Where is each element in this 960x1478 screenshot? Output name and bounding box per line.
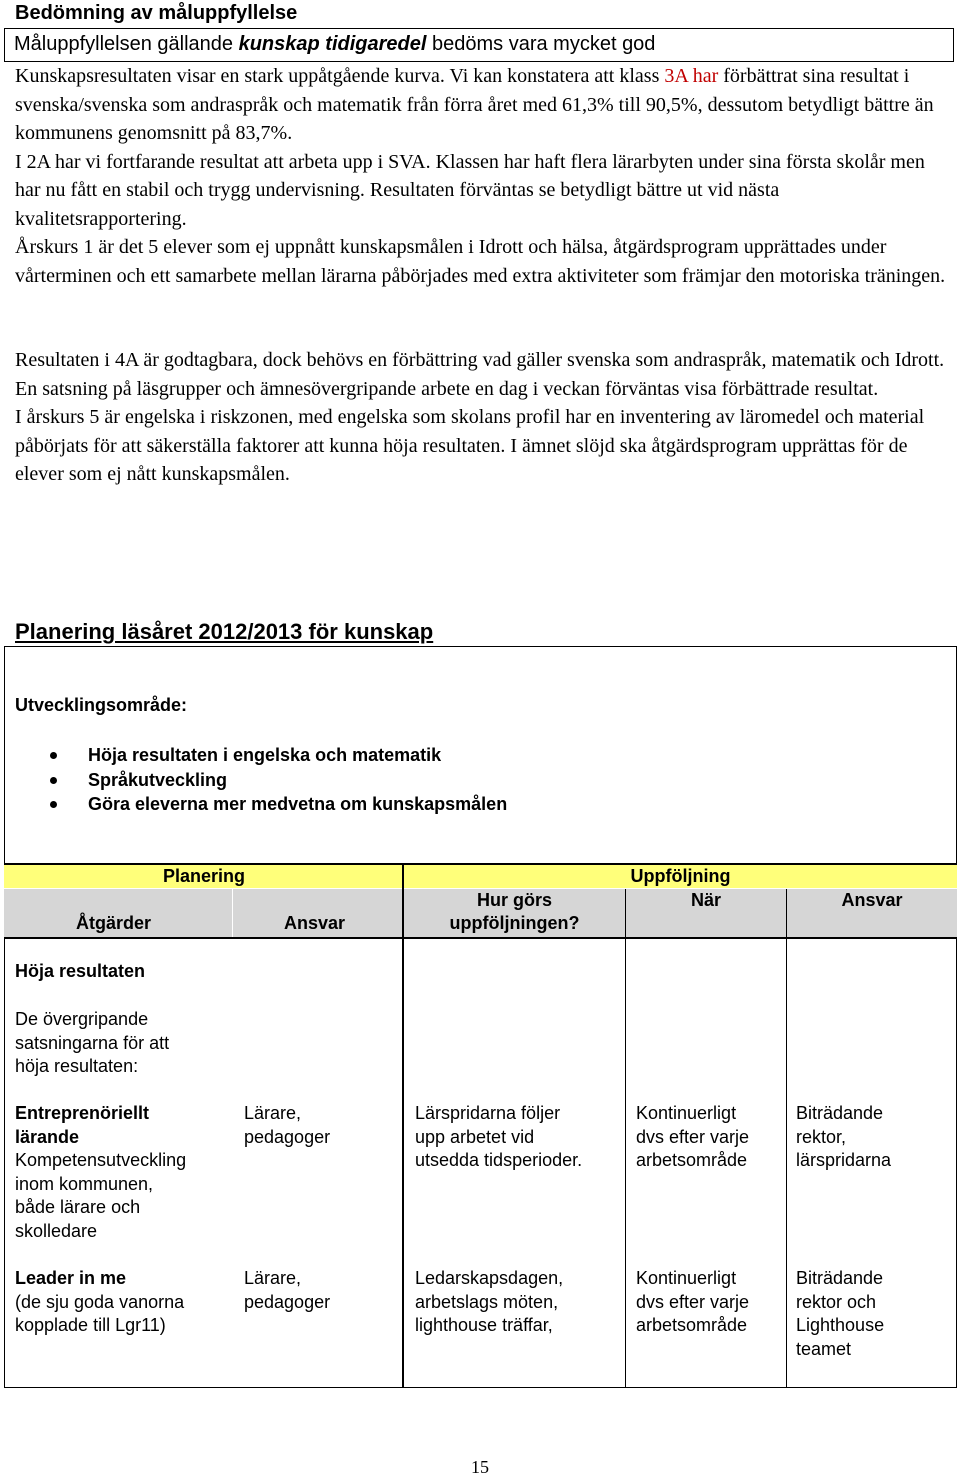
paragraph-year1: Årskurs 1 är det 5 elever som ej uppnått kunskapsmålen i Idrott och hälsa, åtgärdsprogram upprättades under vårterminen och ett samarbete mellan lärarna påbörjades med extra aktiviteter som främjar den motoriska träningen. bbox=[15, 236, 946, 287]
paragraph-4a: Resultaten i 4A är godtagbara, dock behövs en förbättring vad gäller svenska som andraspråk, matematik och Idrott. En satsning på läsgrupper och ämnesövergripande arbete en dag i veckan förväntas visa förbättrade resultat. bbox=[15, 349, 945, 400]
list-item: Språkutveckling bbox=[50, 768, 507, 793]
table-header-bottom bbox=[4, 937, 957, 939]
header-ansvar-uppfoljning: Ansvar bbox=[841, 890, 903, 910]
table-row-2-atgard: Leader in me (de sju goda vanorna kopplade till Lgr11) bbox=[15, 1268, 185, 1335]
bullet-icon bbox=[50, 801, 57, 808]
list-item: Höja resultaten i engelska och matematik bbox=[50, 743, 507, 768]
assessment-summary: Måluppfyllelsen gällande kunskap tidigaredel bedöms vara mycket god bbox=[14, 33, 656, 55]
intro-heading: Höja resultaten bbox=[15, 961, 146, 981]
header-atgarder: Åtgärder bbox=[76, 913, 152, 933]
table-row-2-nar: Kontinuerligt dvs efter varje arbetsområde bbox=[636, 1268, 750, 1335]
table-divider-main bbox=[402, 863, 404, 1387]
paragraph-3a: Kunskapsresultaten visar en stark uppåtgående kurva. Vi kan konstatera att klass 3A har förbättrat sina resultat i svenska/svenska som andraspråk och matematik från förra året med 61,3% till 90,5%, dessutom betydligt bättre än kommunens genomsnitt på 83,7%. bbox=[15, 65, 934, 144]
development-area-label: Utvecklingsområde: bbox=[15, 695, 188, 715]
header-hur-gors: Hur görs uppföljningen? bbox=[449, 890, 580, 933]
assessment-paragraphs-2 bbox=[15, 346, 950, 489]
table-row-2-ansvar: Lärare, pedagoger bbox=[244, 1268, 331, 1312]
bullet-icon bbox=[50, 752, 57, 759]
table-row-2-hur: Ledarskapsdagen, arbetslags möten, lighthouse träffar, bbox=[415, 1268, 564, 1335]
planning-title: Planering läsåret 2012/2013 för kunskap bbox=[15, 619, 434, 644]
list-item: Göra eleverna mer medvetna om kunskapsmålen bbox=[50, 792, 507, 817]
table-row-1-nar: Kontinuerligt dvs efter varje arbetsområde bbox=[636, 1103, 750, 1170]
assessment-paragraphs bbox=[15, 62, 950, 290]
table-divider-nar bbox=[786, 889, 787, 1387]
header-nar: När bbox=[690, 890, 721, 910]
header-ansvar: Ansvar bbox=[284, 913, 346, 933]
paragraph-year5: I årskurs 5 är engelska i riskzonen, med engelska som skolans profil har en inventering av läromedel och material påbörjats för att säkerställa faktorer att kunna höja resultaten. I ämnet slöjd ska åtgärdsprogram upprättas för de elever som ej nått kunskapsmålen. bbox=[15, 406, 925, 485]
header-planering: Planering bbox=[162, 866, 246, 886]
section-title: Bedömning av måluppfyllelse bbox=[15, 2, 298, 24]
table-row-1-atgard: Entreprenöriellt lärande Kompetensutveckling inom kommunen, både lärare och skolledare bbox=[15, 1103, 187, 1241]
page-number: 15 bbox=[471, 1457, 489, 1477]
header-uppfoljning: Uppföljning bbox=[630, 866, 731, 886]
table-row-1-ansvar: Lärare, pedagoger bbox=[244, 1103, 331, 1147]
table-divider-hur bbox=[625, 889, 626, 1387]
paragraph-2a: I 2A har vi fortfarande resultat att arbeta upp i SVA. Klassen har haft flera lärarbyten under sina första skolår men har nu fått en stabil och trygg undervisning. Resultaten förväntas se betydligt bättre ut vid nästa kvalitetsrapportering. bbox=[15, 150, 925, 230]
intro-text: De övergripande satsningarna för att höja resultaten: bbox=[15, 1009, 170, 1076]
development-area-list bbox=[50, 743, 507, 817]
bullet-icon bbox=[50, 777, 57, 784]
table-row-2-uppfoljning-ansvar: Biträdande rektor och Lighthouse teamet bbox=[796, 1268, 885, 1359]
table-row-1-uppfoljning-ansvar: Biträdande rektor, lärspridarna bbox=[796, 1103, 892, 1170]
table-row-1-hur: Lärspridarna följer upp arbetet vid utsedda tidsperioder. bbox=[415, 1103, 583, 1170]
table-divider-planering bbox=[232, 889, 233, 937]
